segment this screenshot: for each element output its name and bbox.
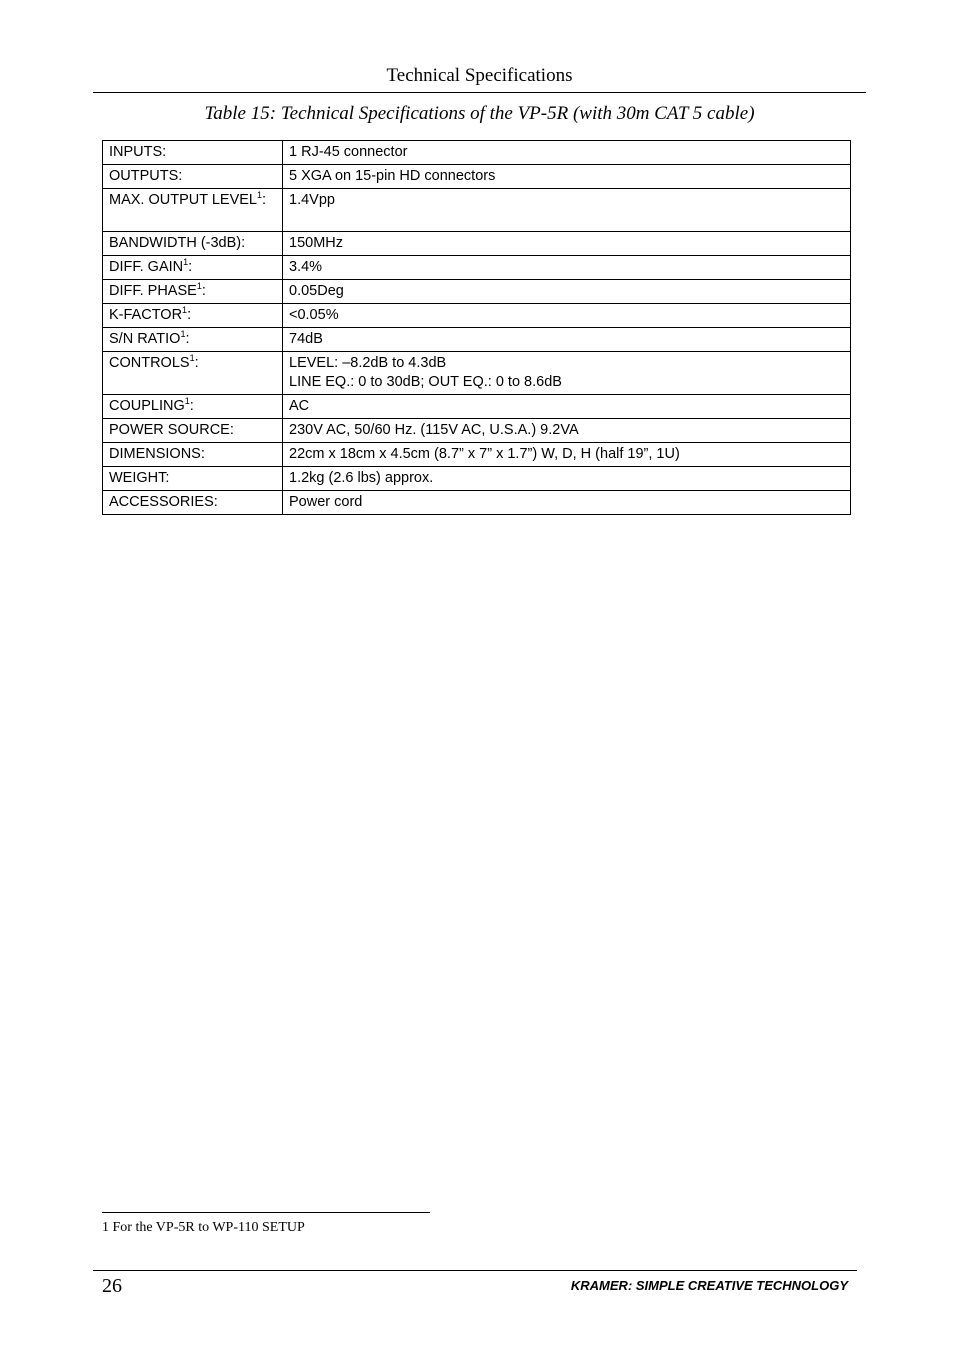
spec-label: DIFF. PHASE$^1$: xyxy=(103,280,283,304)
spec-label: S/N RATIO$^1$: xyxy=(103,328,283,352)
spec-value: 150MHz xyxy=(283,232,851,256)
footer-brand: KRAMER: SIMPLE CREATIVE TECHNOLOGY xyxy=(570,1278,848,1293)
footnote-marker: 1 xyxy=(189,353,195,364)
spec-value: 1.2kg (2.6 lbs) approx. xyxy=(283,467,851,491)
spec-label: ACCESSORIES: xyxy=(103,491,283,515)
spec-value: Power cord xyxy=(283,491,851,515)
spec-value: AC xyxy=(283,395,851,419)
footnote-marker: 1 xyxy=(184,396,190,407)
spec-value: 3.4% xyxy=(283,256,851,280)
spec-label: INPUTS: xyxy=(103,141,283,165)
table-row xyxy=(103,280,851,304)
footnote-marker: 1 xyxy=(183,257,189,268)
spec-label: CONTROLS$^1$: xyxy=(103,352,283,395)
footnote-marker: 1 xyxy=(257,190,263,201)
table-row xyxy=(103,189,851,232)
footer-divider xyxy=(93,1270,857,1271)
spec-label: POWER SOURCE: xyxy=(103,419,283,443)
spec-label: DIFF. GAIN$^1$: xyxy=(103,256,283,280)
table-row xyxy=(103,328,851,352)
spec-label: MAX. OUTPUT LEVEL$^1$: xyxy=(103,189,283,232)
footnote: 1 For the VP-5R to WP-110 SETUP xyxy=(102,1220,305,1235)
spec-value: LEVEL: –8.2dB to 4.3dB LINE EQ.: 0 to 30dB; OUT EQ.: 0 to 8.6dB xyxy=(283,352,851,395)
spec-label: K-FACTOR$^1$: xyxy=(103,304,283,328)
spec-label: DIMENSIONS: xyxy=(103,443,283,467)
spec-value: 5 XGA on 15-pin HD connectors xyxy=(283,165,851,189)
spec-value: 22cm x 18cm x 4.5cm (8.7” x 7” x 1.7”) W, D, H (half 19”, 1U) xyxy=(283,443,851,467)
spec-value: 230V AC, 50/60 Hz. (115V AC, U.S.A.) 9.2VA xyxy=(283,419,851,443)
table-caption: Table 15: Technical Specifications of the VP-5R (with 30m CAT 5 cable) xyxy=(204,103,755,124)
spec-label: WEIGHT: xyxy=(103,467,283,491)
table-row xyxy=(103,419,851,443)
spec-value: 1 RJ-45 connector xyxy=(283,141,851,165)
running-head: Technical Specifications xyxy=(93,62,866,93)
spec-value: 74dB xyxy=(283,328,851,352)
table-row xyxy=(103,491,851,515)
table-row xyxy=(103,467,851,491)
table-row xyxy=(103,443,851,467)
table-row xyxy=(103,395,851,419)
spec-label: COUPLING$^1$: xyxy=(103,395,283,419)
table-row xyxy=(103,352,851,395)
spec-value: 1.4Vpp xyxy=(283,189,851,232)
footnote-marker: 1 xyxy=(196,281,202,292)
footnote-marker: 1 xyxy=(182,305,188,316)
footnote-marker: 1 xyxy=(180,329,186,340)
table-row xyxy=(103,232,851,256)
spec-label: BANDWIDTH (-3dB): xyxy=(103,232,283,256)
specifications-table xyxy=(102,140,851,515)
table-row xyxy=(103,256,851,280)
table-row xyxy=(103,165,851,189)
page-number: 26 xyxy=(102,1275,122,1297)
spec-value: <0.05% xyxy=(283,304,851,328)
table-row xyxy=(103,304,851,328)
spec-value: 0.05Deg xyxy=(283,280,851,304)
footnote-divider xyxy=(102,1212,430,1213)
spec-label: OUTPUTS: xyxy=(103,165,283,189)
table-row xyxy=(103,141,851,165)
